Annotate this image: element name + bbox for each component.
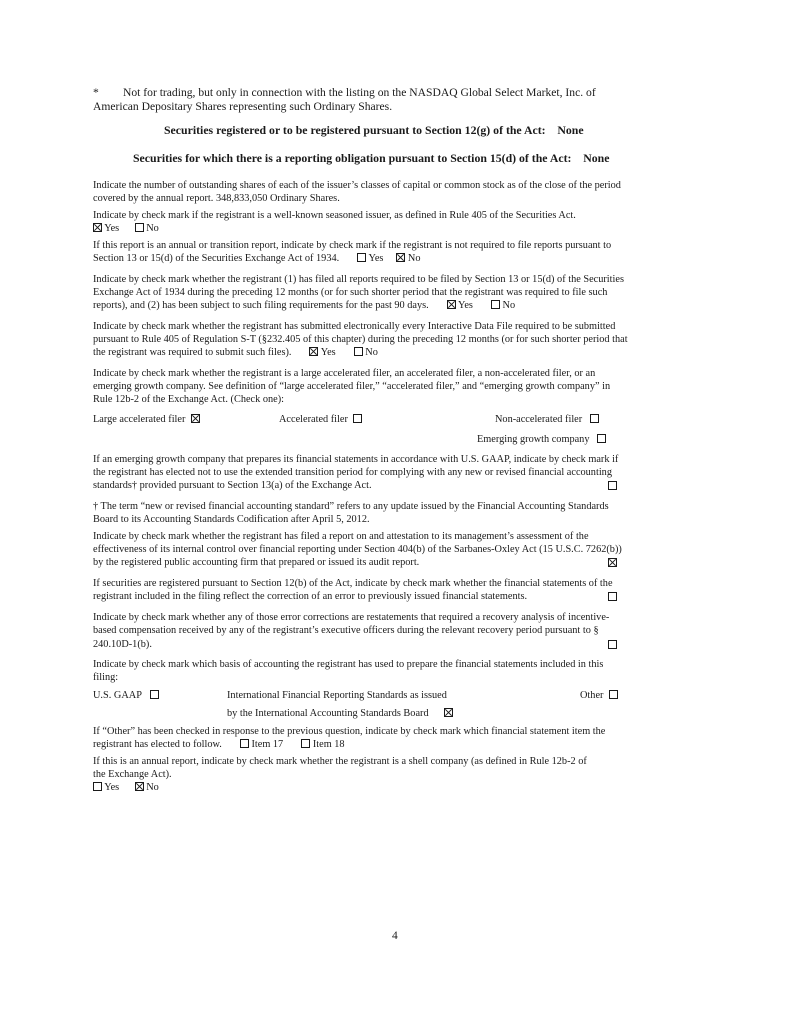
egc-gaap-checkbox[interactable] [608,481,617,490]
non-accelerated-option: Non-accelerated filer [495,413,599,426]
emerging-growth-option: Emerging growth company [477,433,606,446]
outstanding-line-1: Indicate the number of outstanding shares of each of the issuer’s classes of capital or common stock as of the close of the period [93,180,621,191]
recovery-line-2: based compensation received by any of the registrant’s executive officers during the relevant recovery period pursuant to § [93,625,599,636]
dagger-note-line-2: Board to its Accounting Standards Codification after April 5, 2012. [93,514,370,525]
not-required-line-2: Section 13 or 15(d) of the Securities Exchange Act of 1934. Yes No [93,253,421,264]
wkss-question: Indicate by check mark if the registrant is a well-known seasoned issuer, as defined in Rule 405 of the Securities Act. [93,210,576,221]
recovery-line-1: Indicate by check mark whether any of those error corrections are restatements that required a recovery analysis of incentive- [93,612,610,623]
shell-no-checkbox[interactable] [135,782,144,791]
interactive-line-2: pursuant to Rule 405 of Regulation S-T (§232.405 of this chapter) during the preceding 12 months (or for such shorter period that [93,334,628,345]
icfr-line-1: Indicate by check mark whether the registrant has filed a report on and attestation to its management’s assessment of the [93,531,589,542]
heading-section-15d-value: None [583,151,610,165]
item-line-2: registrant has elected to follow. Item 17 Item 18 [93,739,345,750]
wkss-yes-checkbox[interactable] [93,223,102,232]
not-required-no-checkbox[interactable] [396,253,405,262]
interactive-yes-checkbox[interactable] [309,347,318,356]
us-gaap-option: U.S. GAAP [93,689,159,702]
error-correction-line-1: If securities are registered pursuant to Section 12(b) of the Act, indicate by check mark whether the financial statements of the [93,578,613,589]
recovery-line-3: 240.10D-1(b). [93,639,152,650]
error-correction-line-2: registrant included in the filing reflect the correction of an error to previously issued financial statements. [93,591,528,602]
us-gaap-checkbox[interactable] [150,690,159,699]
filer-line-3: Rule 12b-2 of the Exchange Act. (Check one): [93,394,285,405]
accelerated-option: Accelerated filer [279,413,362,426]
filer-line-2: emerging growth company. See definition of “large accelerated filer,” “accelerated filer,” and “emerging growth company” in [93,381,611,392]
interactive-no-checkbox[interactable] [354,347,363,356]
heading-section-12g-value: None [557,123,584,137]
ifrs-checkbox[interactable] [444,708,453,717]
not-required-yes-checkbox[interactable] [357,253,366,262]
non-accelerated-checkbox[interactable] [590,414,599,423]
basis-line-1: Indicate by check mark which basis of accounting the registrant has used to prepare the financial statements included in this [93,659,604,670]
outstanding-line-2: covered by the annual report. 348,833,050 Ordinary Shares. [93,193,340,204]
filed-all-line-1: Indicate by check mark whether the registrant (1) has filed all reports required to be filed by Section 13 or 15(d) of the Securities [93,274,624,285]
interactive-line-1: Indicate by check mark whether the registrant has submitted electronically every Interactive Data File required to be submitted [93,321,616,332]
dagger-note-line-1: † The term “new or revised financial accounting standard” refers to any update issued by the Financial Accounting Standards [93,501,609,512]
recovery-checkbox[interactable] [608,640,617,649]
interactive-line-3: the registrant was required to submit such files). Yes No [93,347,378,358]
egc-gaap-line-1: If an emerging growth company that prepares its financial statements in accordance with U.S. GAAP, indicate by check mark if [93,454,619,465]
filer-line-1: Indicate by check mark whether the registrant is a large accelerated filer, an accelerated filer, a non-accelerated filer, or an [93,368,596,379]
shell-options: Yes No [93,781,159,794]
footnote-line-2: American Depositary Shares representing such Ordinary Shares. [93,100,393,113]
egc-gaap-line-3: standards† provided pursuant to Section 13(a) of the Exchange Act. [93,480,372,491]
error-correction-checkbox[interactable] [608,592,617,601]
filed-all-line-2: Exchange Act of 1934 during the preceding 12 months (or for such shorter period that the registrant was required to file such [93,287,608,298]
accelerated-checkbox[interactable] [353,414,362,423]
basis-line-2: filing: [93,672,119,683]
wkss-no-checkbox[interactable] [135,223,144,232]
item-17-checkbox[interactable] [240,739,249,748]
ifrs-option: by the International Accounting Standards Board [227,707,453,720]
shell-line-2: the Exchange Act). [93,769,172,780]
large-accelerated-checkbox[interactable] [191,414,200,423]
ifrs-line-1: International Financial Reporting Standards as issued [227,690,447,701]
filed-all-no-checkbox[interactable] [491,300,500,309]
icfr-line-3: by the registered public accounting firm that prepared or issued its audit report. [93,557,420,568]
emerging-growth-checkbox[interactable] [597,434,606,443]
icfr-checkbox[interactable] [608,558,617,567]
heading-section-12g: Securities registered or to be registered pursuant to Section 12(g) of the Act: None [164,123,584,137]
shell-yes-checkbox[interactable] [93,782,102,791]
other-checkbox[interactable] [609,690,618,699]
item-18-checkbox[interactable] [301,739,310,748]
footnote-line-1: Not for trading, but only in connection with the listing on the NASDAQ Global Select Market, Inc. of [123,86,596,99]
footnote-marker: * [93,86,99,99]
icfr-line-2: effectiveness of its internal control over financial reporting under Section 404(b) of the Sarbanes-Oxley Act (15 U.S.C. 7262(b)) [93,544,622,555]
page-number: 4 [392,930,398,942]
not-required-line-1: If this report is an annual or transition report, indicate by check mark if the registrant is not required to file reports pursuant to [93,240,612,251]
filed-all-yes-checkbox[interactable] [447,300,456,309]
other-option: Other [580,689,618,702]
filed-all-line-3: reports), and (2) has been subject to such filing requirements for the past 90 days. Yes No [93,300,516,311]
item-line-1: If “Other” has been checked in response to the previous question, indicate by check mark which financial statement item the [93,726,606,737]
large-accelerated-option: Large accelerated filer [93,413,200,426]
egc-gaap-line-2: the registrant has elected not to use the extended transition period for complying with any new or revised financial accounting [93,467,612,478]
shell-line-1: If this is an annual report, indicate by check mark whether the registrant is a shell company (as defined in Rule 12b-2 of [93,756,587,767]
wkss-options: Yes No [93,222,159,235]
heading-section-15d: Securities for which there is a reporting obligation pursuant to Section 15(d) of the Act: None [133,151,610,165]
